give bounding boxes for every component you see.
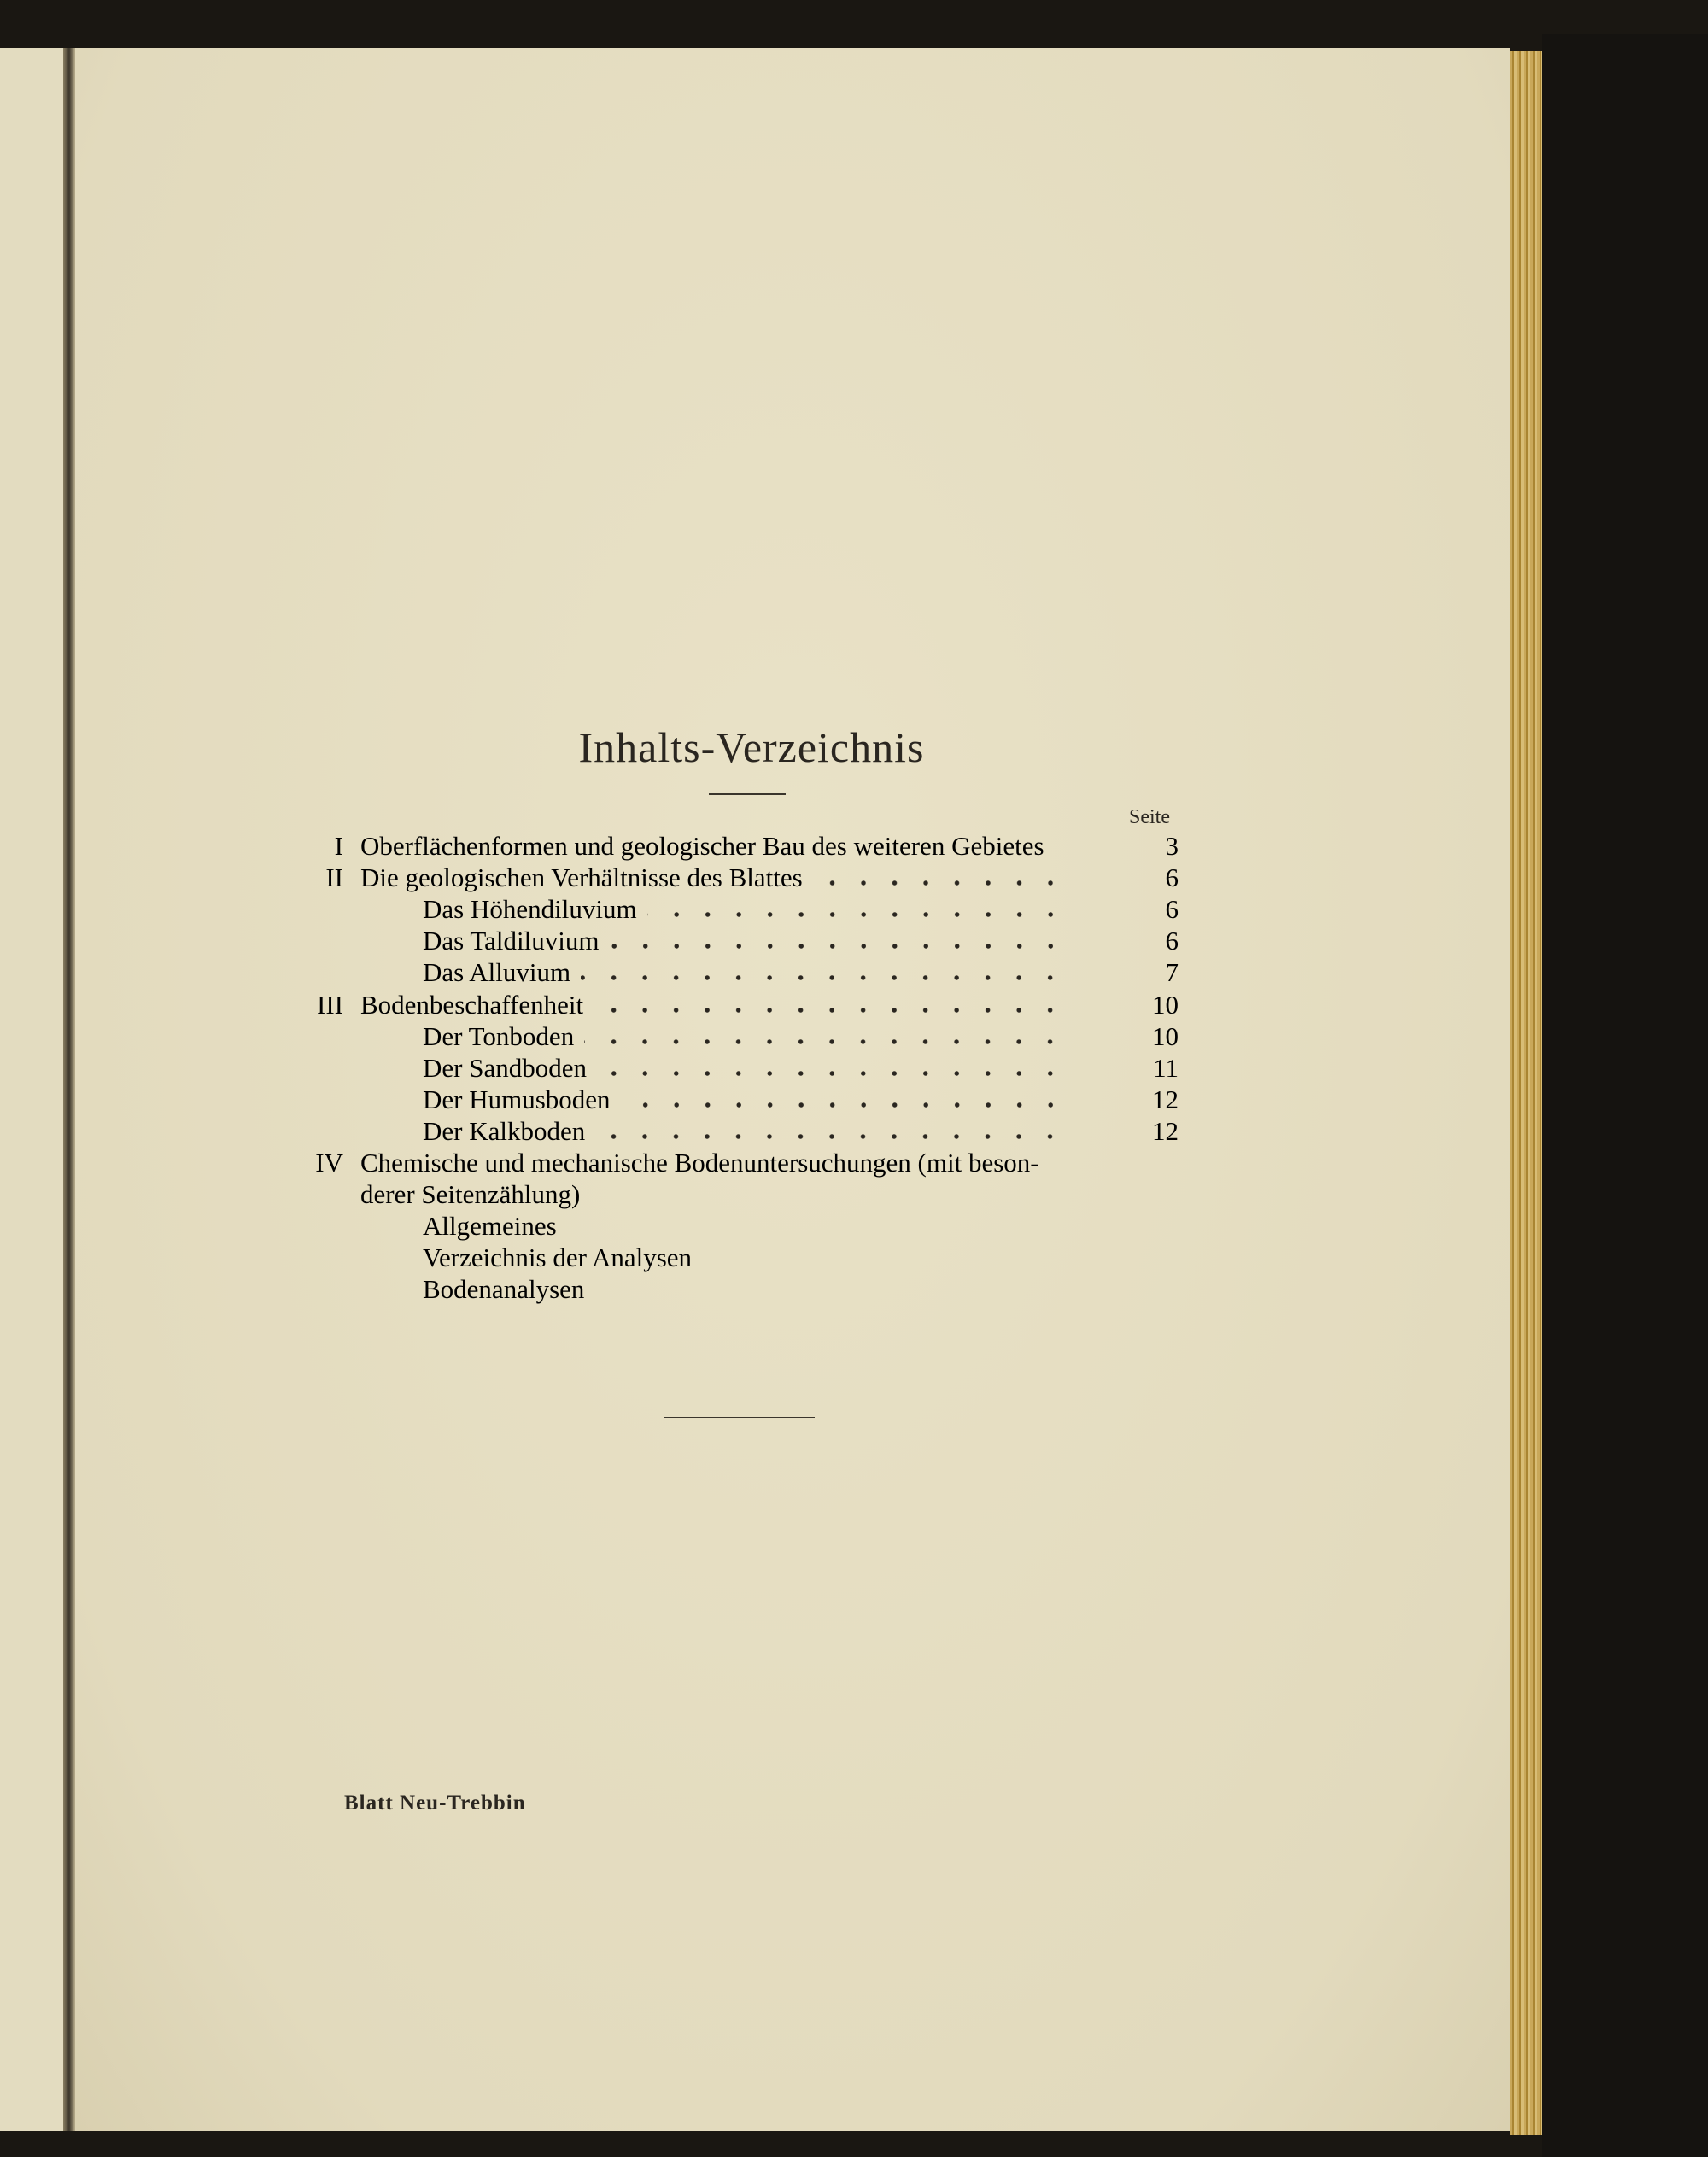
- dot-leader: [621, 1102, 1066, 1108]
- toc-entry-title: Oberflächenformen und geologischer Bau des weiteren Gebietes: [360, 831, 1044, 861]
- dot-leader: [1055, 848, 1066, 855]
- toc-entry-page: 12: [1152, 1115, 1179, 1146]
- footer-signature: Blatt Neu-Trebbin: [344, 1792, 526, 1815]
- toc-entry-page: 6: [1165, 862, 1179, 893]
- dot-leader: [647, 911, 1066, 918]
- toc-entry-title: Chemische und mechanische Bodenuntersuchungen (mit beson-: [360, 1148, 1039, 1178]
- toc-entry-page: 10: [1152, 989, 1179, 1020]
- toc-entry: [290, 893, 1179, 925]
- toc-entry: [290, 1242, 1179, 1273]
- toc-entry-title: Der Humusboden: [423, 1084, 611, 1114]
- toc-entry-page: 12: [1152, 1084, 1179, 1114]
- page-title: Inhalts-Verzeichnis: [578, 723, 925, 771]
- previous-page-edge: [0, 48, 65, 2131]
- toc-entry-page: 7: [1165, 957, 1179, 988]
- toc-entry: [290, 925, 1179, 956]
- toc-entry-title: Verzeichnis der Analysen: [423, 1242, 693, 1273]
- toc-entry: [290, 1115, 1179, 1147]
- toc-entry-page: 6: [1165, 926, 1179, 956]
- toc-entry: [290, 1052, 1179, 1084]
- title-rule: [709, 793, 786, 795]
- toc-entry-number: III: [317, 989, 343, 1020]
- toc-entry-title: Der Kalkboden: [423, 1115, 586, 1146]
- toc-entry-title: Der Tonboden: [423, 1020, 575, 1051]
- dot-leader: [581, 974, 1066, 981]
- toc-entry-title: Die geologischen Verhältnisse des Blattes: [360, 862, 803, 893]
- toc-entry: [290, 1084, 1179, 1115]
- toc-entry: [290, 989, 1179, 1020]
- dot-leader: [610, 943, 1067, 950]
- toc-entry-number: IV: [315, 1148, 343, 1178]
- dot-leader: [597, 1070, 1066, 1077]
- toc-entry-title: Der Sandboden: [423, 1052, 587, 1083]
- toc-entry-title: Das Taldiluvium: [423, 926, 600, 956]
- dot-leader: [813, 880, 1066, 886]
- toc-entry-page: 3: [1165, 831, 1179, 861]
- toc-entry-title: Allgemeines: [423, 1211, 557, 1242]
- toc-entry: [290, 1210, 1179, 1242]
- book-gutter: [63, 48, 75, 2131]
- closing-rule: [664, 1417, 815, 1418]
- dot-leader: [595, 1133, 1066, 1140]
- toc-entry-title: Das Alluvium: [423, 957, 571, 988]
- toc-entry-page: 10: [1152, 1020, 1179, 1051]
- toc-entry: [290, 862, 1179, 893]
- toc-entry-title: Bodenanalysen: [423, 1274, 585, 1305]
- dot-leader: [594, 1007, 1066, 1014]
- toc-entry-title: Das Höhendiluvium: [423, 894, 637, 925]
- toc-entry-title: derer Seitenzählung): [360, 1179, 581, 1210]
- toc-entry: [290, 1178, 1179, 1210]
- toc-entry-number: I: [334, 831, 343, 861]
- toc-entry: [290, 1273, 1179, 1305]
- page-edges: [1510, 51, 1542, 2135]
- toc-entry: [290, 830, 1179, 862]
- dot-leader: [584, 1038, 1066, 1045]
- toc-entry-title: Bodenbeschaffenheit: [360, 989, 584, 1020]
- toc-entry-number: II: [325, 862, 343, 893]
- toc-entry-page: 6: [1165, 894, 1179, 925]
- toc-entry-page: 11: [1153, 1052, 1179, 1083]
- toc-entry: [290, 1020, 1179, 1052]
- book-cover: [1542, 34, 1708, 2157]
- page-column-header: Seite: [1129, 806, 1170, 828]
- toc-entry: [290, 956, 1179, 988]
- toc-entry: [290, 1147, 1179, 1178]
